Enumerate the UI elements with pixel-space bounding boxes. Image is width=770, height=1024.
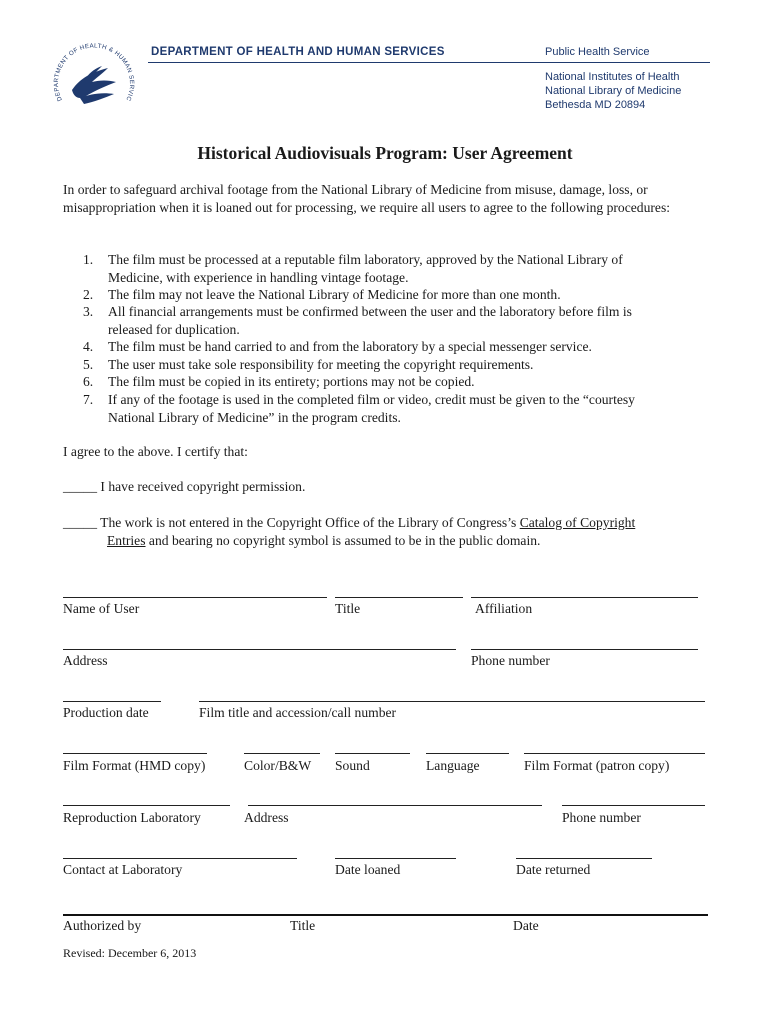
intro-paragraph: In order to safeguard archival footage from the National Library of Medicine from misuse, damage, loss, or misappropriation when it is loaned out for processing, we require all users to agree to the following procedures: — [63, 182, 671, 215]
authorized-by-label: Authorized by — [63, 918, 142, 933]
document-title: Historical Audiovisuals Program: User Agreement — [197, 143, 573, 163]
film-format-hmd-line[interactable] — [63, 753, 207, 754]
lab-phone-label: Phone number — [562, 810, 641, 825]
revision-date: Revised: December 6, 2013 — [63, 946, 197, 960]
agency-line-3: Bethesda MD 20894 — [545, 99, 646, 111]
lab-address-line[interactable] — [248, 805, 542, 806]
agency-line-2: National Library of Medicine — [545, 85, 682, 97]
film-title-line[interactable] — [199, 701, 705, 702]
film-title-label: Film title and accession/call number — [199, 705, 397, 720]
authorization-line[interactable] — [63, 914, 708, 916]
language-label: Language — [426, 758, 480, 773]
catalog-link[interactable]: Catalog of Copyright — [519, 515, 636, 530]
svg-text:DEPARTMENT OF HEALTH & HUMAN S — [50, 38, 135, 102]
contact-lab-line[interactable] — [63, 858, 297, 859]
date-loaned-label: Date loaned — [335, 862, 401, 877]
date-returned-label: Date returned — [516, 862, 591, 877]
name-of-user-line[interactable] — [63, 597, 327, 598]
title-label: Title — [335, 601, 361, 616]
address-label: Address — [63, 653, 108, 668]
date-returned-line[interactable] — [516, 858, 652, 859]
sound-line[interactable] — [335, 753, 410, 754]
catalog-link[interactable]: Entries — [107, 533, 146, 548]
contact-lab-label: Contact at Laboratory — [63, 862, 183, 877]
service-name: Public Health Service — [545, 46, 650, 58]
film-format-patron-line[interactable] — [524, 753, 705, 754]
name-of-user-label: Name of User — [63, 601, 140, 616]
checkbox-blank[interactable]: _____ — [63, 479, 97, 494]
reproduction-lab-label: Reproduction Laboratory — [63, 810, 201, 825]
auth-title-label: Title — [290, 918, 316, 933]
agency-line-1: National Institutes of Health — [545, 71, 680, 83]
color-bw-line[interactable] — [244, 753, 320, 754]
address-line[interactable] — [63, 649, 456, 650]
agree-statement: I agree to the above. I certify that: — [63, 444, 248, 459]
sound-label: Sound — [335, 758, 370, 773]
department-name: DEPARTMENT OF HEALTH AND HUMAN SERVICES — [151, 46, 445, 58]
lab-address-label: Address — [244, 810, 289, 825]
reproduction-lab-line[interactable] — [63, 805, 230, 806]
production-date-label: Production date — [63, 705, 149, 720]
seal-text: DEPARTMENT OF HEALTH & HUMAN SERVIC — [52, 42, 136, 103]
date-loaned-line[interactable] — [335, 858, 456, 859]
phone-number-line[interactable] — [471, 649, 698, 650]
film-format-patron-label: Film Format (patron copy) — [524, 758, 670, 773]
certify-copyright-permission: _____ I have received copyright permission. — [63, 479, 306, 494]
certify-public-domain-cont: Entries and bearing no copyright symbol is assumed to be in the public domain. — [107, 533, 541, 548]
color-bw-label: Color/B&W — [244, 758, 312, 773]
certify-public-domain: _____ The work is not entered in the Copyright Office of the Library of Congress’s Catalog of Copyright — [63, 515, 636, 530]
affiliation-line[interactable] — [471, 597, 698, 598]
affiliation-label: Affiliation — [475, 601, 533, 616]
title-line[interactable] — [335, 597, 463, 598]
auth-date-label: Date — [513, 918, 539, 933]
header-divider — [148, 62, 710, 63]
film-format-hmd-label: Film Format (HMD copy) — [63, 758, 206, 773]
production-date-line[interactable] — [63, 701, 161, 702]
phone-number-label: Phone number — [471, 653, 550, 668]
lab-phone-line[interactable] — [562, 805, 705, 806]
hhs-seal — [50, 38, 140, 124]
language-line[interactable] — [426, 753, 509, 754]
checkbox-blank[interactable]: _____ — [63, 515, 97, 530]
